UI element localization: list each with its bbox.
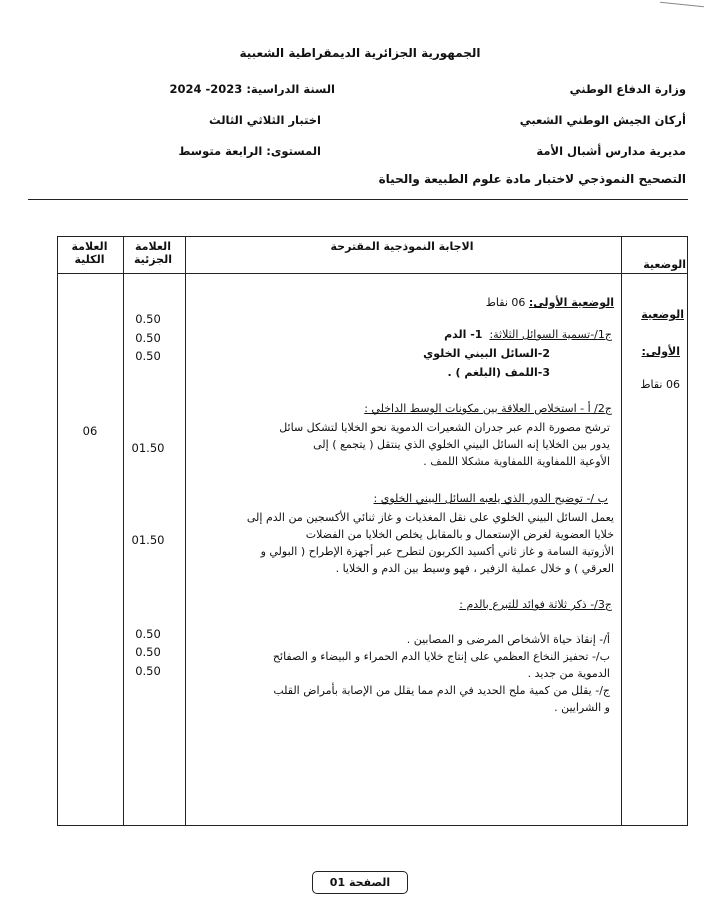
q3-answer: أ/- إنقاذ حياة الأشخاص المرضى و المصابين . ب/- تحفيز النخاع العظمي على إنتاج خلايا الدم الحمراء و البيضاء و الصفائح الدموية من جديد . ج/- يقلل من كمية ملح الحديد في الدم مما يقلل من الإصابة بأمراض القلب و الشرايين . xyxy=(272,633,610,714)
situation-heading: الوضعية الأولى: 06 نقاط xyxy=(485,296,614,309)
situation-number: الأولى: xyxy=(641,345,680,358)
page-number: الصفحة 01 xyxy=(312,871,408,894)
table-header-divider xyxy=(58,273,687,274)
partial-mark-q3-1: 0.50 xyxy=(135,627,161,641)
partial-mark-header: العلامة الجزئية xyxy=(134,240,172,266)
q2b-title: ب /- توضيح الدور الذي يلعبه السائل البيني الخلوي : xyxy=(373,492,608,505)
partial-mark-q1-3: 0.50 xyxy=(135,349,161,363)
partial-mark-q1-2: 0.50 xyxy=(135,331,161,345)
republic-title: الجمهورية الجزائرية الديمقراطية الشعبية xyxy=(239,46,481,60)
q2a-title: ج2/ أ - استخلاص العلاقة بين مكونات الوسط الداخلي : xyxy=(364,402,612,415)
partial-mark-q1-1: 0.50 xyxy=(135,312,161,326)
page-corner-mark xyxy=(660,2,704,8)
q1-item-3: 3-اللمف (البلغم ) . xyxy=(447,366,550,379)
q1-item-2: 2-السائل البيني الخلوي xyxy=(423,347,550,360)
army-staff-label: أركان الجيش الوطني الشعبي xyxy=(519,113,686,127)
school-year-label: السنة الدراسية: 2023- 2024 xyxy=(169,82,335,96)
partial-mark-q2b: 01.50 xyxy=(131,533,165,547)
partial-mark-q2a: 01.50 xyxy=(131,441,165,455)
answer-header: الاجابة النموذجية المقترحة xyxy=(330,240,474,253)
directorate-label: مديرية مدارس أشبال الأمة xyxy=(536,144,686,158)
partial-mark-q3-2: 0.50 xyxy=(135,645,161,659)
table-column-divider xyxy=(185,237,186,825)
q1-title-row: ج1/-تسمية السوائل الثلاثة: 1- الدم xyxy=(444,328,612,341)
q3-title: ج3/- ذكر ثلاثة فوائد للتبرع بالدم : xyxy=(459,598,612,611)
situation-header: الوضعية xyxy=(643,258,686,271)
total-mark-header: العلامة الكلية xyxy=(71,240,108,266)
q2b-answer: يعمل السائل البيني الخلوي على نقل المغذيات و غاز ثنائي الأكسجين من الدم إلى خلايا العضوية لغرض الإستعمال و بالمقابل يخلص الخلايا من الفضلات الأزوتية السامة و غاز ثاني أكسيد الكربون لتطرح عبر أجهزة الإطراح ( البولي و العرقي ) و خلال عملية الزفير ، فهو وسيط بين الدم و الخلايا . xyxy=(246,511,614,575)
correction-title: التصحيح النموذجي لاختبار مادة علوم الطبيعة والحياة xyxy=(378,172,686,186)
exam-label: اختبار الثلاثي الثالث xyxy=(209,113,321,127)
ministry-label: وزارة الدفاع الوطني xyxy=(569,82,686,96)
q2a-answer: ترشح مصورة الدم عبر جدران الشعيرات الدموية نحو الخلايا لتشكل سائل يدور بين الخلايا إنه السائل البيني الخلوي الذي ينتقل ( يتجمع ) إلى الأوعية اللمفاوية اللمفاوية مشكلا اللمف . xyxy=(279,421,610,468)
header-divider xyxy=(28,199,688,200)
total-mark-value: 06 xyxy=(82,424,98,438)
level-label: المستوى: الرابعة متوسط xyxy=(178,144,321,158)
partial-mark-q3-3: 0.50 xyxy=(135,664,161,678)
situation-points: 06 نقاط xyxy=(640,378,680,391)
table-column-divider xyxy=(621,237,622,825)
situation-label: الوضعية xyxy=(641,308,684,321)
